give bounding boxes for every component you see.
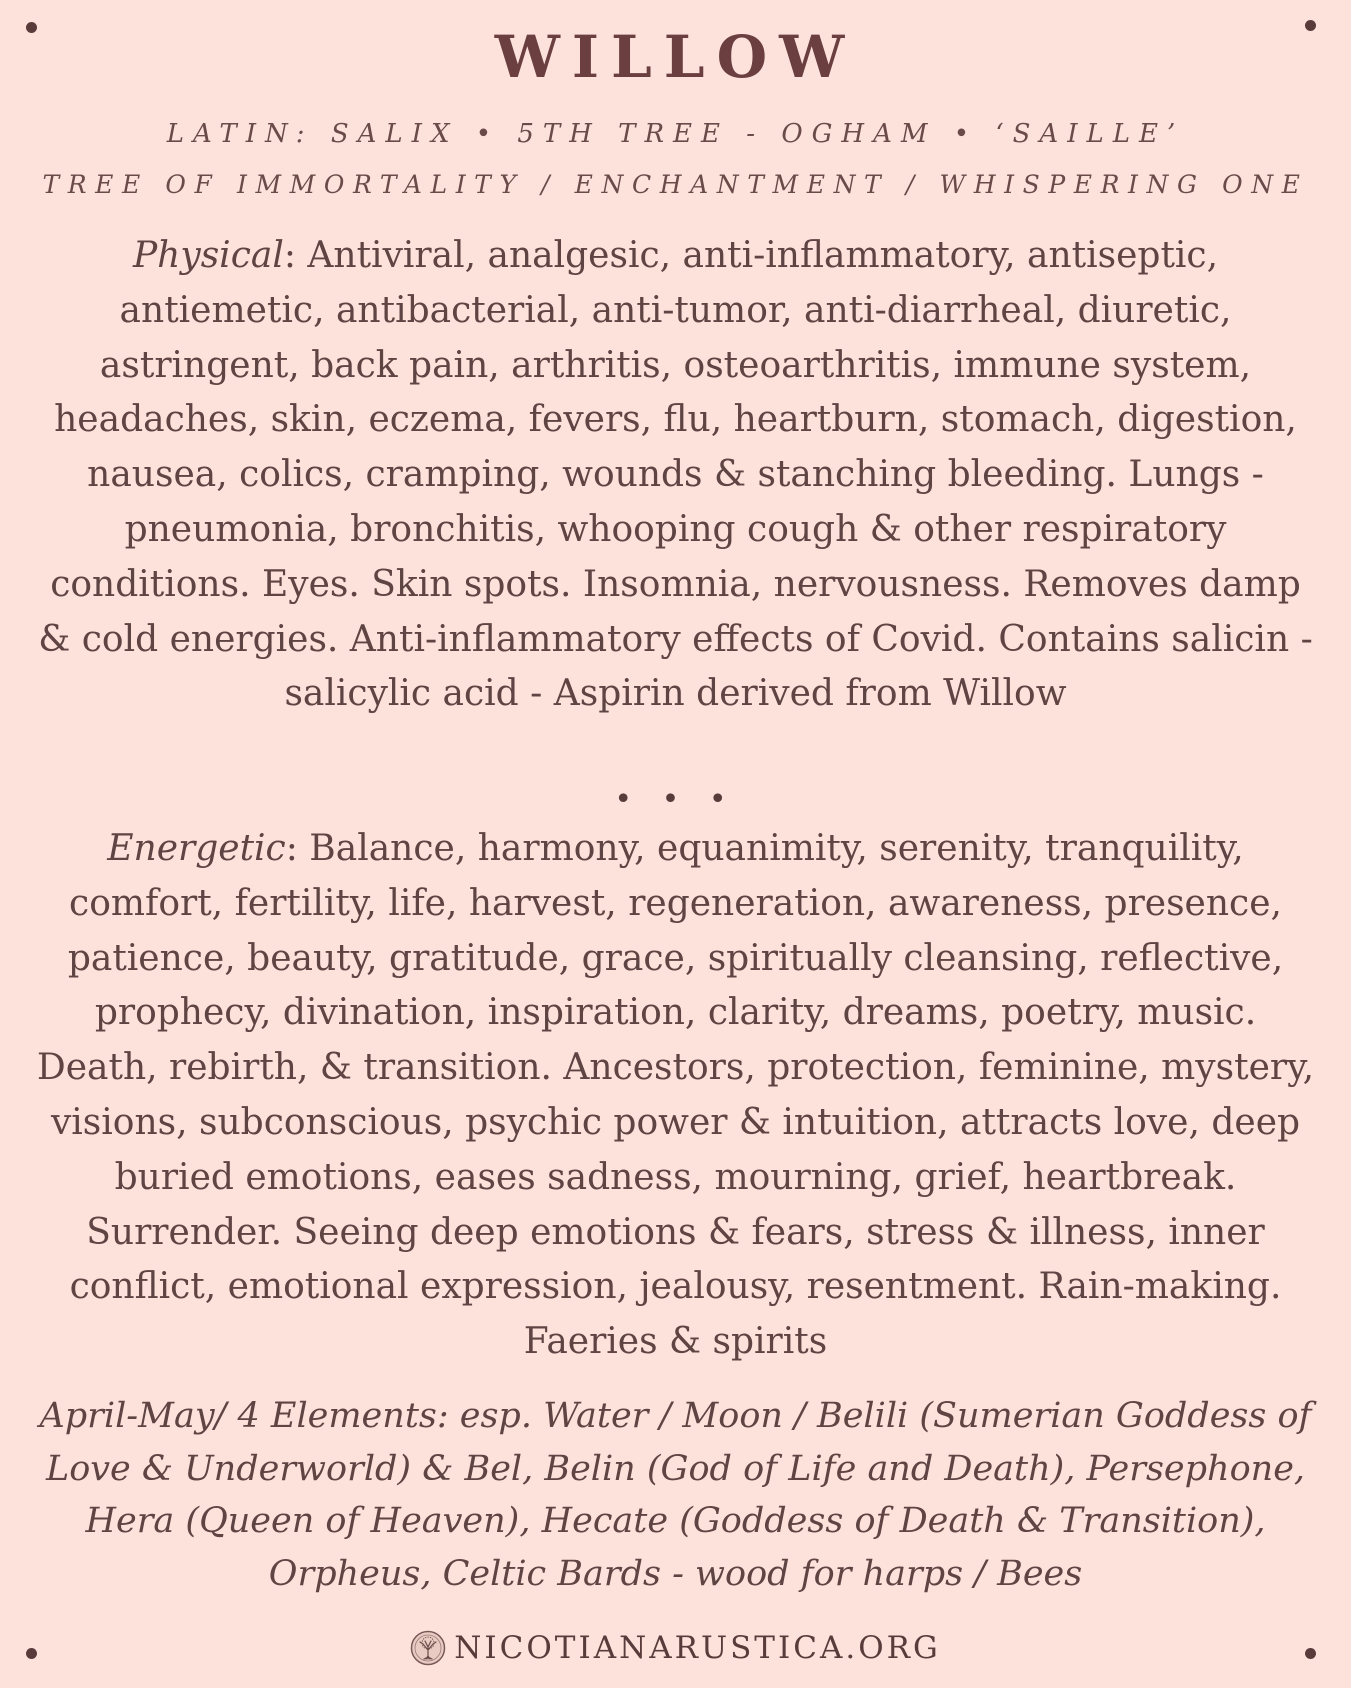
footer xyxy=(0,1620,1351,1676)
physical-label: Physical xyxy=(132,235,284,276)
energetic-properties xyxy=(30,822,1321,1370)
subtitle-tree-names: TREE OF IMMORTALITY / ENCHANTMENT / WHISPERING ONE xyxy=(42,170,1309,199)
physical-text: : Antiviral, analgesic, anti-inflammatory, antiseptic, antiemetic, antibacterial, anti-tumor, anti-diarrheal, diuretic, astringent, back pain, arthritis, osteoarthritis, immune system, headaches, skin, eczema, fevers, flu, heartburn, stomach, digestion, nausea, colics, cramping, wounds & stanching bleeding. Lungs - pneumonia, bronchitis, whooping cough & other respiratory conditions. Eyes. Skin spots. Insomnia, nervousness. Removes damp & cold energies. Anti-inflammatory effects of Covid. Contains salicin - salicylic acid - Aspirin derived from Willow xyxy=(38,235,1313,715)
energetic-text: : Balance, harmony, equanimity, serenity, tranquility, comfort, fertility, life, harvest, regeneration, awareness, presence, patience, beauty, gratitude, grace, spiritually cleansing, reflective, prophecy, divination, inspiration, clarity, dreams, poetry, music. Death, rebirth, & transition. Ancestors, protection, feminine, mystery, visions, subconscious, psychic power & intuition, attracts love, deep buried emotions, eases sadness, mourning, grief, heartbreak. Surrender. Seeing deep emotions & fears, stress & illness, inner conflict, emotional expression, jealousy, resentment. Rain-making. Faeries & spirits xyxy=(36,828,1315,1363)
section-separator: • • • xyxy=(614,782,737,817)
energetic-label: Energetic xyxy=(107,828,286,869)
tree-of-life-icon xyxy=(410,1630,446,1666)
subtitle-latin-ogham: LATIN: SALIX • 5TH TREE - OGHAM • ‘SAILLE’ xyxy=(166,119,1185,149)
website-link[interactable]: NICOTIANARUSTICA.ORG xyxy=(454,1630,941,1666)
correspondences: April-May/ 4 Elements: esp. Water / Moon / Belili (Sumerian Goddess of Love & Underworld) & Bel, Belin (God of Life and Death), Persephone, Hera (Queen of Heaven), Hecate (Goddess of Death & Transition), Orpheus, Celtic Bards - wood for harps / Bees xyxy=(39,1396,1312,1594)
physical-properties xyxy=(30,229,1321,722)
page-title: WILLOW xyxy=(494,23,857,91)
